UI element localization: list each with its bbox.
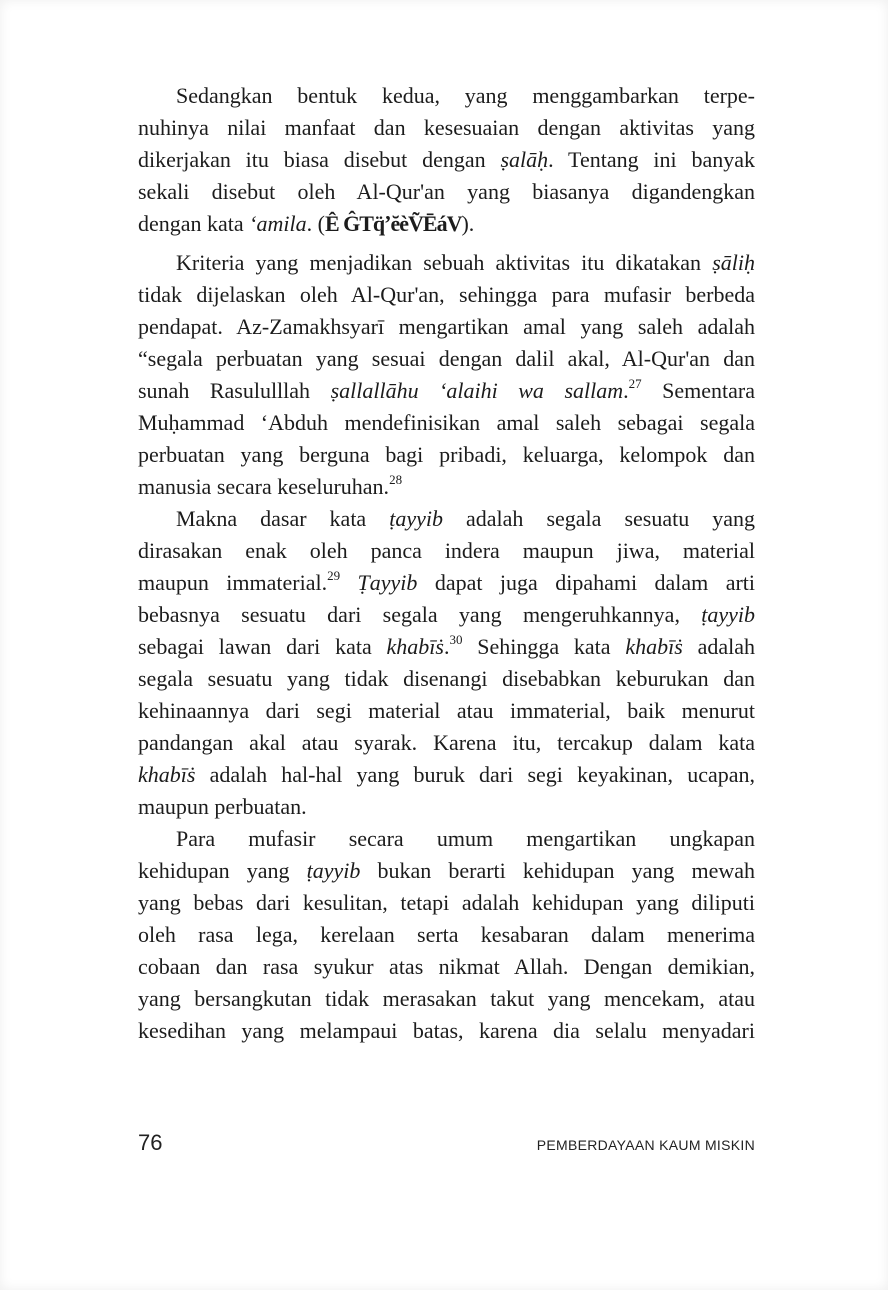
text-line — [138, 1015, 755, 1047]
body-text: Sehingga kata — [462, 634, 626, 659]
body-text: sekali disebut oleh Al-Qur'an yang biasanya digandengkan — [138, 179, 755, 204]
italic-term: khabīṡ — [138, 762, 196, 787]
body-text: . — [443, 634, 450, 659]
text-line — [138, 887, 755, 919]
body-text: manusia secara keseluruhan. — [138, 474, 390, 499]
text-line — [138, 823, 755, 855]
body-text: “segala perbuatan yang sesuai dengan dalil akal, Al-Qur'an dan — [138, 346, 755, 371]
text-line — [138, 759, 755, 791]
page-number: 76 — [138, 1130, 163, 1155]
body-text: Muḥammad ‘Abduh mendefinisikan amal saleh sebagai segala — [138, 410, 755, 435]
garbled-arabic-text: Ê ĜTq̈ʼĕèṼĒáV — [324, 211, 462, 236]
italic-term: Ṭayyib — [357, 570, 418, 595]
text-line — [138, 144, 755, 176]
italic-term: ṣalāḥ — [500, 147, 549, 172]
body-text: maupun perbuatan. — [138, 794, 307, 819]
italic-term: ṭayyib — [306, 858, 361, 883]
body-text: bukan berarti kehidupan yang mewah — [360, 858, 756, 883]
paragraph — [138, 80, 755, 240]
italic-term: ṣāliḥ — [712, 250, 755, 275]
body-text: Para mufasir secara umum mengartikan ungkapan — [176, 826, 755, 851]
text-line — [138, 471, 755, 503]
footnote-ref: 30 — [449, 631, 463, 647]
body-text: kehidupan yang — [138, 858, 307, 883]
body-text: Kriteria yang menjadikan sebuah aktivitas itu dikatakan — [176, 250, 713, 275]
text-line — [138, 951, 755, 983]
body-text: cobaan dan rasa syukur atas nikmat Allah. Dengan demikian, — [138, 954, 755, 979]
text-line — [138, 631, 755, 663]
text-line — [138, 407, 755, 439]
paragraph — [138, 503, 755, 823]
paragraph — [138, 247, 755, 503]
body-text: pandangan akal atau syarak. Karena itu, tercakup dalam kata — [138, 730, 755, 755]
body-text: . ( — [306, 211, 325, 236]
body-text: yang bersangkutan tidak merasakan takut yang mencekam, atau — [138, 986, 755, 1011]
body-text: dikerjakan itu biasa disebut dengan — [138, 147, 501, 172]
body-text: dengan kata — [138, 211, 250, 236]
text-line — [138, 311, 755, 343]
text-line — [138, 80, 755, 112]
body-text: oleh rasa lega, kerelaan serta kesabaran dalam menerima — [138, 922, 755, 947]
text-line — [138, 208, 755, 240]
text-line — [138, 176, 755, 208]
text-line — [138, 439, 755, 471]
italic-term: khabīṡ — [386, 634, 444, 659]
text-line — [138, 695, 755, 727]
text-line — [138, 919, 755, 951]
text-line — [138, 855, 755, 887]
text-line — [138, 599, 755, 631]
italic-term: khabīṡ — [625, 634, 683, 659]
text-line — [138, 535, 755, 567]
text-line — [138, 375, 755, 407]
body-text: yang bebas dari kesulitan, tetapi adalah kehidupan yang diliputi — [138, 890, 755, 915]
text-line — [138, 791, 755, 823]
italic-term: ‘amila — [249, 211, 307, 236]
running-title: PEMBERDAYAAN KAUM MISKIN — [536, 1137, 755, 1153]
page-footer — [138, 1130, 755, 1156]
page-body-text — [138, 80, 755, 1047]
italic-term: ṣallallāhu ‘alaihi wa sallam — [330, 378, 624, 403]
body-text: perbuatan yang berguna bagi pribadi, keluarga, kelompok dan — [138, 442, 755, 467]
footnote-ref: 28 — [389, 471, 403, 487]
body-text: adalah hal-hal yang buruk dari segi keyakinan, ucapan, — [195, 762, 755, 787]
body-text: adalah segala sesuatu yang — [443, 506, 756, 531]
text-line — [138, 503, 755, 535]
body-text: dapat juga dipahami dalam arti — [417, 570, 756, 595]
body-text: segala sesuatu yang tidak disenangi disebabkan keburukan dan — [138, 666, 755, 691]
body-text: . — [623, 378, 629, 403]
italic-term: ṭayyib — [389, 506, 443, 531]
body-text — [340, 570, 357, 595]
body-text: maupun immaterial. — [138, 570, 328, 595]
body-text: ). — [461, 211, 475, 236]
text-line — [138, 247, 755, 279]
text-line — [138, 112, 755, 144]
body-text: tidak dijelaskan oleh Al-Qur'an, sehingga para mufasir berbeda — [138, 282, 755, 307]
text-line — [138, 343, 755, 375]
body-text: bebasnya sesuatu dari segala yang mengeruhkannya, — [138, 602, 702, 627]
footnote-ref: 27 — [628, 375, 642, 391]
paragraph — [138, 823, 755, 1047]
text-line — [138, 567, 755, 599]
body-text: pendapat. Az-Zamakhsyarī mengartikan amal yang saleh adalah — [138, 314, 755, 339]
body-text: adalah — [682, 634, 755, 659]
body-text: nuhinya nilai manfaat dan kesesuaian dengan aktivitas yang — [138, 115, 755, 140]
text-line — [138, 983, 755, 1015]
body-text: sebagai lawan dari kata — [138, 634, 387, 659]
body-text: dirasakan enak oleh panca indera maupun jiwa, material — [138, 538, 755, 563]
footnote-ref: 29 — [327, 567, 341, 583]
body-text: kesedihan yang melampaui batas, karena dia selalu menyadari — [138, 1018, 755, 1043]
body-text: sunah Rasululllah — [138, 378, 331, 403]
text-line — [138, 279, 755, 311]
text-line — [138, 663, 755, 695]
body-text: kehinaannya dari segi material atau immaterial, baik menurut — [138, 698, 755, 723]
italic-term: ṭayyib — [701, 602, 755, 627]
body-text: Makna dasar kata — [176, 506, 390, 531]
body-text: Sedangkan bentuk kedua, yang menggambarkan terpe- — [176, 83, 755, 108]
body-text: . Tentang ini banyak — [548, 147, 755, 172]
body-text: Sementara — [641, 378, 755, 403]
text-line — [138, 727, 755, 759]
